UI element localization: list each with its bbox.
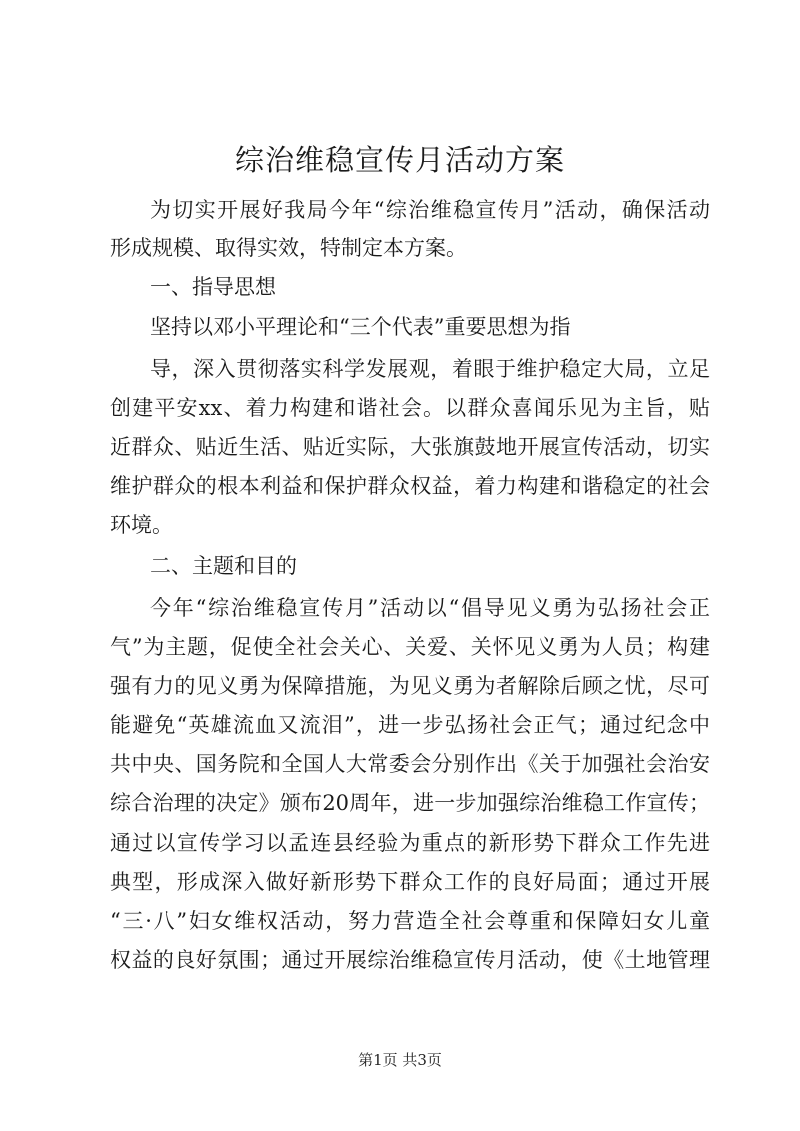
document-title: 综治维稳宣传月活动方案 xyxy=(234,143,565,177)
paragraph-line: 综合治理的决定》颁布20周年，进一步加强综治维稳工作宣传； xyxy=(110,791,710,815)
paragraph-line: “三·八”妇女维权活动，努力营造全社会尊重和保障妇女儿童 xyxy=(110,909,710,933)
paragraph-line: 气”为主题，促使全社会关心、关爱、关怀见义勇为人员；构建 xyxy=(110,635,710,659)
paragraph-line: 维护群众的根本利益和保护群众权益，着力构建和谐稳定的社会 xyxy=(110,474,710,498)
paragraph-line: 能避免“英雄流血又流泪”，进一步弘扬社会正气；通过纪念中 xyxy=(110,713,710,737)
page-number-footer: 第1页 共3页 xyxy=(358,1051,442,1069)
paragraph-line: 通过以宣传学习以孟连县经验为重点的新形势下群众工作先进 xyxy=(110,831,710,855)
paragraph-line: 为切实开展好我局今年“综治维稳宣传月”活动，确保活动 xyxy=(150,198,710,222)
paragraph-line: 权益的良好氛围；通过开展综治维稳宣传月活动，使《土地管理 xyxy=(110,948,710,972)
paragraph-line: 强有力的见义勇为保障措施，为见义勇为者解除后顾之忧，尽可 xyxy=(110,674,710,698)
paragraph-line: 坚持以邓小平理论和“三个代表”重要思想为指 xyxy=(150,315,571,339)
paragraph-line: 创建平安xx、着力构建和谐社会。以群众喜闻乐见为主旨，贴 xyxy=(110,396,710,420)
section-heading: 二、主题和目的 xyxy=(150,554,297,578)
paragraph-line: 环境。 xyxy=(110,513,173,537)
paragraph-line: 共中央、国务院和全国人大常委会分别作出《关于加强社会治安 xyxy=(110,752,710,776)
paragraph-line: 近群众、贴近生活、贴近实际，大张旗鼓地开展宣传活动，切实 xyxy=(110,435,710,459)
paragraph-line: 典型，形成深入做好新形势下群众工作的良好局面；通过开展 xyxy=(110,870,710,894)
paragraph-line: 今年“综治维稳宣传月”活动以“倡导见义勇为弘扬社会正 xyxy=(150,596,710,620)
paragraph-line: 形成规模、取得实效，特制定本方案。 xyxy=(110,236,467,260)
section-heading: 一、指导思想 xyxy=(150,275,276,299)
paragraph-line: 导，深入贯彻落实科学发展观，着眼于维护稳定大局，立足 xyxy=(150,357,710,381)
